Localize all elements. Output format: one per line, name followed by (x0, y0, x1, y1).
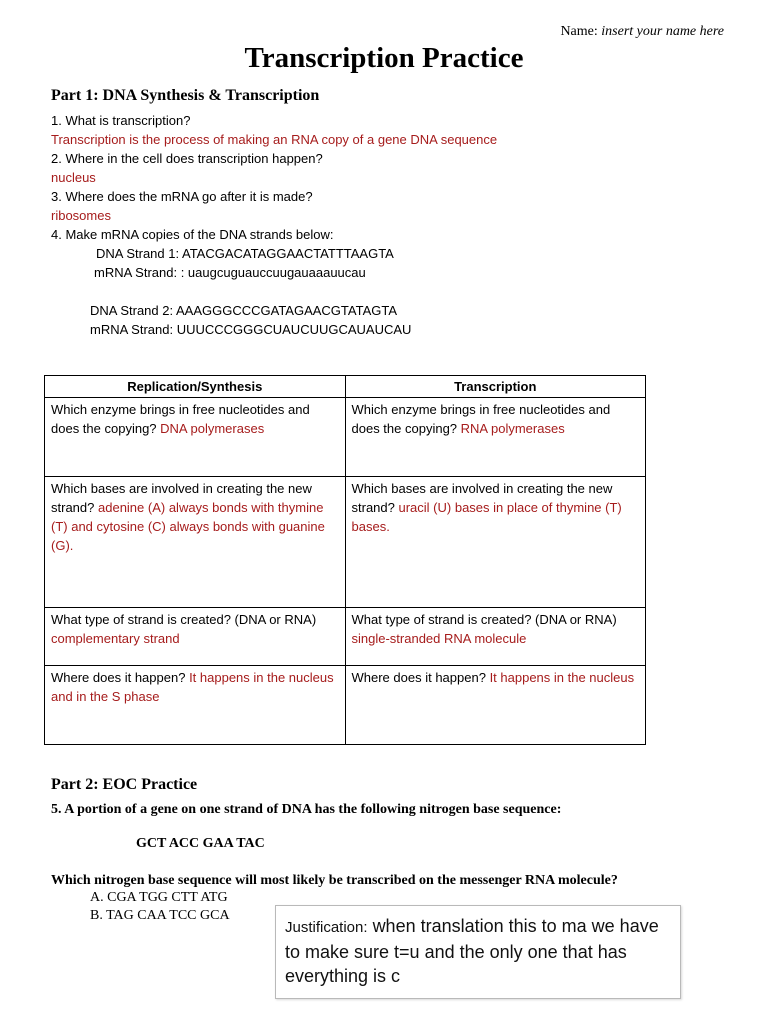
cell-question: Which enzyme brings in free nucleotides and does the copying? (51, 402, 310, 436)
justification-box[interactable] (275, 905, 681, 999)
cell-answer[interactable]: RNA polymerases (460, 421, 565, 436)
table-cell[interactable] (45, 398, 346, 477)
question-5-prompt: Which nitrogen base sequence will most likely be transcribed on the messenger RNA molecule? (51, 873, 618, 888)
question-1: 1. What is transcription? (51, 113, 191, 128)
table-cell[interactable] (345, 608, 646, 666)
justification-label: Justification: (285, 919, 368, 936)
col-header-transcription: Transcription (345, 376, 646, 398)
name-label: Name: (560, 24, 598, 39)
table-row (45, 666, 646, 745)
cell-question: What type of strand is created? (DNA or RNA) (351, 612, 617, 627)
justification-text[interactable]: when translation this to ma we have to make sure t=u and the only one that has everything is c (285, 916, 659, 986)
option-b[interactable]: B. TAG CAA TCC GCA (90, 908, 230, 923)
cell-question: What type of strand is created? (DNA or RNA) (51, 612, 317, 627)
cell-answer[interactable]: single-stranded RNA molecule (351, 631, 527, 646)
table-cell[interactable] (345, 398, 646, 477)
cell-answer[interactable]: DNA polymerases (160, 421, 265, 436)
comparison-table (44, 375, 646, 745)
table-cell[interactable] (45, 608, 346, 666)
cell-answer[interactable]: It happens in the nucleus (489, 670, 635, 685)
table-cell[interactable] (345, 477, 646, 608)
table-cell[interactable] (345, 666, 646, 745)
dna-strand-2: DNA Strand 2: AAAGGGCCCGATAGAACGTATAGTA (90, 303, 398, 318)
cell-answer[interactable]: uracil (U) bases in place of thymine (T) bases. (351, 500, 622, 534)
answer-1[interactable]: Transcription is the process of making an RNA copy of a gene DNA sequence (51, 132, 498, 147)
table-row (45, 608, 646, 666)
name-value[interactable]: insert your name here (601, 24, 724, 39)
table-cell[interactable] (45, 666, 346, 745)
table-row (45, 398, 646, 477)
cell-question: Which enzyme brings in free nucleotides and does the copying? (351, 402, 611, 436)
answer-2[interactable]: nucleus (51, 170, 96, 185)
cell-answer[interactable]: It happens in the nucleus and in the S phase (51, 670, 334, 704)
mrna-strand-1[interactable]: mRNA Strand: : uaugcuguauccuugauaaauucau (94, 265, 366, 280)
part1-heading: Part 1: DNA Synthesis & Transcription (51, 87, 320, 104)
answer-3[interactable]: ribosomes (51, 208, 111, 223)
name-line (560, 24, 724, 40)
mrna-strand-2[interactable]: mRNA Strand: UUUCCCGGGCUAUCUUGCAUAUCAU (90, 322, 412, 337)
cell-question: Where does it happen? (51, 670, 186, 685)
col-header-replication: Replication/Synthesis (45, 376, 346, 398)
question-4: 4. Make mRNA copies of the DNA strands below: (51, 227, 334, 242)
table-cell[interactable] (45, 477, 346, 608)
cell-answer[interactable]: adenine (A) always bonds with thymine (T) and cytosine (C) always bonds with guanine (G). (51, 500, 325, 553)
cell-question: Where does it happen? (351, 670, 486, 685)
cell-question: Which bases are involved in creating the new strand? (351, 481, 613, 515)
question-2: 2. Where in the cell does transcription happen? (51, 151, 323, 166)
dna-sequence: GCT ACC GAA TAC (136, 836, 265, 851)
page-title: Transcription Practice (244, 42, 524, 74)
part2-heading: Part 2: EOC Practice (51, 776, 198, 793)
question-3: 3. Where does the mRNA go after it is made? (51, 189, 313, 204)
question-5: 5. A portion of a gene on one strand of DNA has the following nitrogen base sequence: (51, 802, 562, 817)
dna-strand-1: DNA Strand 1: ATACGACATAGGAACTATTTAAGTA (96, 246, 394, 261)
cell-answer[interactable]: complementary strand (51, 631, 180, 646)
table-row (45, 477, 646, 608)
option-a[interactable]: A. CGA TGG CTT ATG (90, 890, 228, 905)
cell-question: Which bases are involved in creating the new strand? (51, 481, 312, 515)
